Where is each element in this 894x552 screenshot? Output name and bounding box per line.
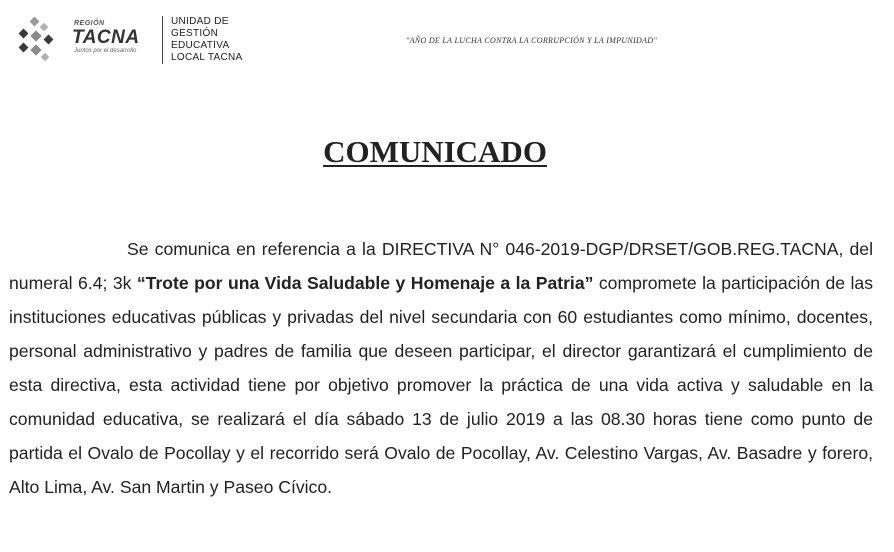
body-details: compromete la participación de las instituciones educativas públicas y privadas del nivel secundaria con 60 estudiantes como mínimo, docentes, personal administrativo y padres de familia que deseen participar, el director garantizará el cumplimiento de esta directiva, esta actividad tiene por objetivo promover la práctica de una vida activa y saludable en la comunidad educativa, se realizará el día sábado 13 de julio 2019 a las 08.30 horas tiene como punto de partida el Ovalo de Pocollay y el recorrido será Ovalo de Pocollay, Av. Celestino Vargas, Av. Basadre y forero, Alto Lima, Av. San Martin y Paseo Cívico. — [9, 273, 874, 497]
ugel-line: EDUCATIVA — [171, 40, 230, 51]
ugel-name — [171, 16, 271, 64]
title-text: COMUNICADO — [323, 134, 547, 169]
ugel-line: UNIDAD DE — [171, 16, 229, 27]
region-label: REGIÓN — [74, 20, 105, 27]
communique-body — [9, 232, 873, 504]
header-divider — [162, 16, 163, 64]
event-name: “Trote por una Vida Saludable y Homenaje a la Patria” — [136, 273, 594, 293]
year-motto: "AÑO DE LA LUCHA CONTRA LA CORRUPCIÓN Y LA IMPUNIDAD" — [406, 36, 658, 45]
region-wordmark — [72, 20, 164, 55]
letterhead — [14, 12, 880, 68]
region-tacna-logo-icon — [14, 16, 58, 64]
page-title — [0, 134, 870, 170]
body-intro: Se comunica en referencia a la DIRECTIVA N° 046-2019-DGP/DRSET/GOB.REG.TACNA, del numeral 6.4; 3k — [9, 239, 873, 293]
ugel-line: LOCAL TACNA — [171, 52, 243, 63]
ugel-line: GESTIÓN — [171, 28, 219, 39]
region-slogan: Juntos por el desarrollo — [74, 48, 137, 54]
region-name: TACNA — [72, 27, 140, 48]
